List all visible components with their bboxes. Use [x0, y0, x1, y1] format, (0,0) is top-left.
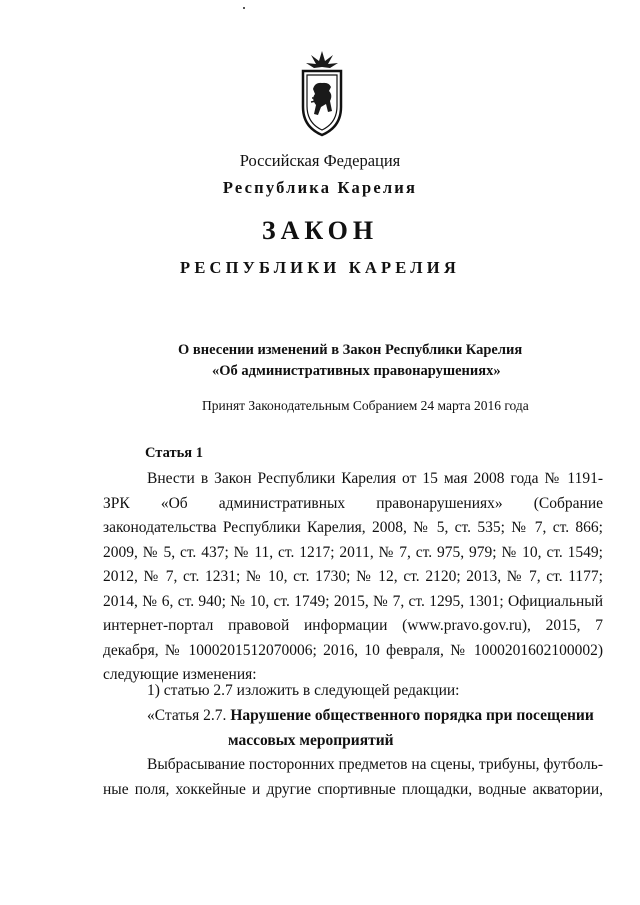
adoption-date: Принят Законодательным Собранием 24 марта 2016 года	[202, 398, 529, 413]
scan-speck	[243, 7, 245, 9]
quoted-article-title-1: Нарушение общественного порядка при посещении	[230, 707, 594, 724]
quoted-article-heading	[147, 707, 607, 725]
article-intro-paragraph	[103, 467, 603, 688]
karelia-coat-of-arms-icon	[299, 49, 345, 137]
article-heading: Статья 1	[145, 445, 203, 461]
law-title-line-1: О внесении изменений в Закон Республики Карелия	[178, 342, 523, 358]
article-body-line-1: Выбрасывание посторонних предметов на сцены, трибуны, футболь-	[147, 756, 604, 773]
document-issuer: РЕСПУБЛИКИ КАРЕЛИЯ	[180, 258, 460, 277]
document-type: ЗАКОН	[261, 216, 379, 245]
quoted-article-number: «Статья 2.7.	[147, 707, 227, 724]
country-name: Российская Федерация	[239, 151, 401, 170]
quoted-article-title-2: массовых мероприятий	[228, 732, 394, 749]
law-title-line-2: «Об административных правонарушениях»	[212, 363, 501, 379]
article-intro-text: Внести в Закон Республики Карелия от 15 мая 2008 года № 1191-ЗРК «Об административных правонарушениях» (Собрание законодательства Республики Карелия, 2008, № 5, ст. 535; № 7, ст. 866; 2009, № 5, ст. 437; № 11, ст. 1217; 2011, № 7, ст. 975, 979; № 10, ст. 1549; 2012, № 7, ст. 1231; № 10, ст. 1730; № 12, ст. 2120; 2013, № 7, ст. 1177; 2014, № 6, ст. 940; № 10, ст. 1749; 2015, № 7, ст. 1295, 1301; Официальный интернет-портал правовой информации (www.pravo.gov.ru), 2015, 7 декабря, № 1000201512070006; 2016, 10 февраля, № 1000201602100002) следующие изменения:	[103, 470, 603, 683]
article-body-line-2: ные поля, хоккейные и другие спортивные площадки, водные акватории,	[103, 781, 603, 798]
republic-name: Республика Карелия	[222, 178, 418, 197]
amendment-item-1: 1) статью 2.7 изложить в следующей редакции:	[147, 682, 460, 699]
